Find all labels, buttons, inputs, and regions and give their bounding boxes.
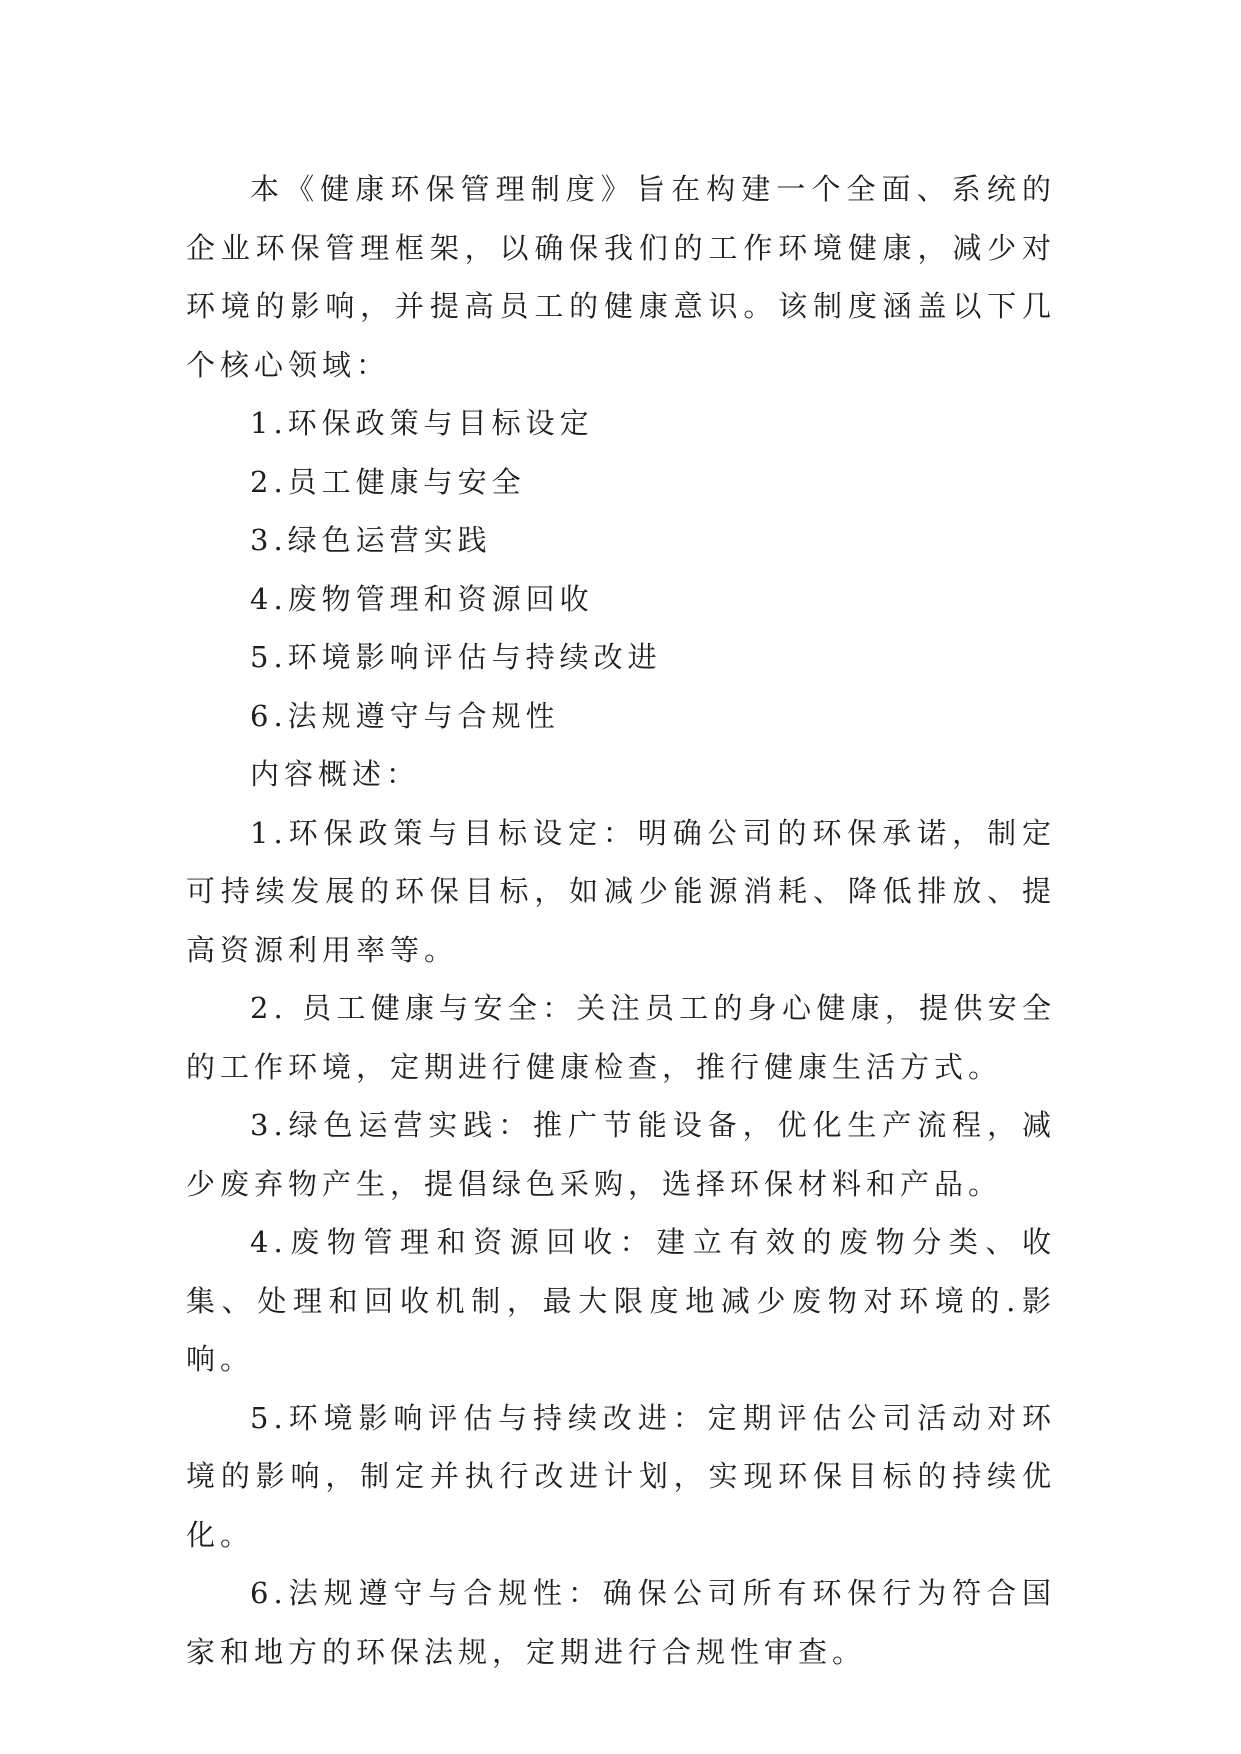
area-item: 5.环境影响评估与持续改进 [250,640,662,674]
overview-paragraph: 3.绿色运营实践：推广节能设备，优化生产流程，减少废弃物产生，提倡绿色采购，选择环保材料和产品。 [186,1108,1056,1201]
area-item: 2.员工健康与安全 [250,464,526,499]
overview-paragraph: 4.废物管理和资源回收：建立有效的废物分类、收集、处理和回收机制，最大限度地减少废物对环境的.影响。 [186,1225,1056,1376]
overview-heading: 内容概述： [250,757,421,791]
overview-paragraph: 1.环保政策与目标设定：明确公司的环保承诺，制定可持续发展的环保目标，如减少能源消耗、降低排放、提高资源利用率等。 [186,815,1056,967]
overview-paragraph: 6.法规遵守与合规性：确保公司所有环保行为符合国家和地方的环保法规，定期进行合规性审查。 [186,1576,1056,1669]
intro-paragraph: 本《健康环保管理制度》旨在构建一个全面、系统的企业环保管理框架，以确保我们的工作环境健康，减少对环境的影响，并提高员工的健康意识。该制度涵盖以下几个核心领域： [186,172,1056,382]
area-item: 3.绿色运营实践 [250,523,492,557]
overview-paragraph: 5.环境影响评估与持续改进：定期评估公司活动对环境的影响，制定并执行改进计划，实现环保目标的持续优化。 [186,1400,1056,1552]
area-item: 4.废物管理和资源回收 [250,581,594,616]
area-item: 1.环保政策与目标设定 [250,406,594,440]
document-body [186,160,1056,1681]
overview-paragraph: 2. 员工健康与安全：关注员工的身心健康，提供安全的工作环境，定期进行健康检查，推行健康生活方式。 [186,991,1056,1084]
area-item: 6.法规遵守与合规性 [250,698,560,733]
